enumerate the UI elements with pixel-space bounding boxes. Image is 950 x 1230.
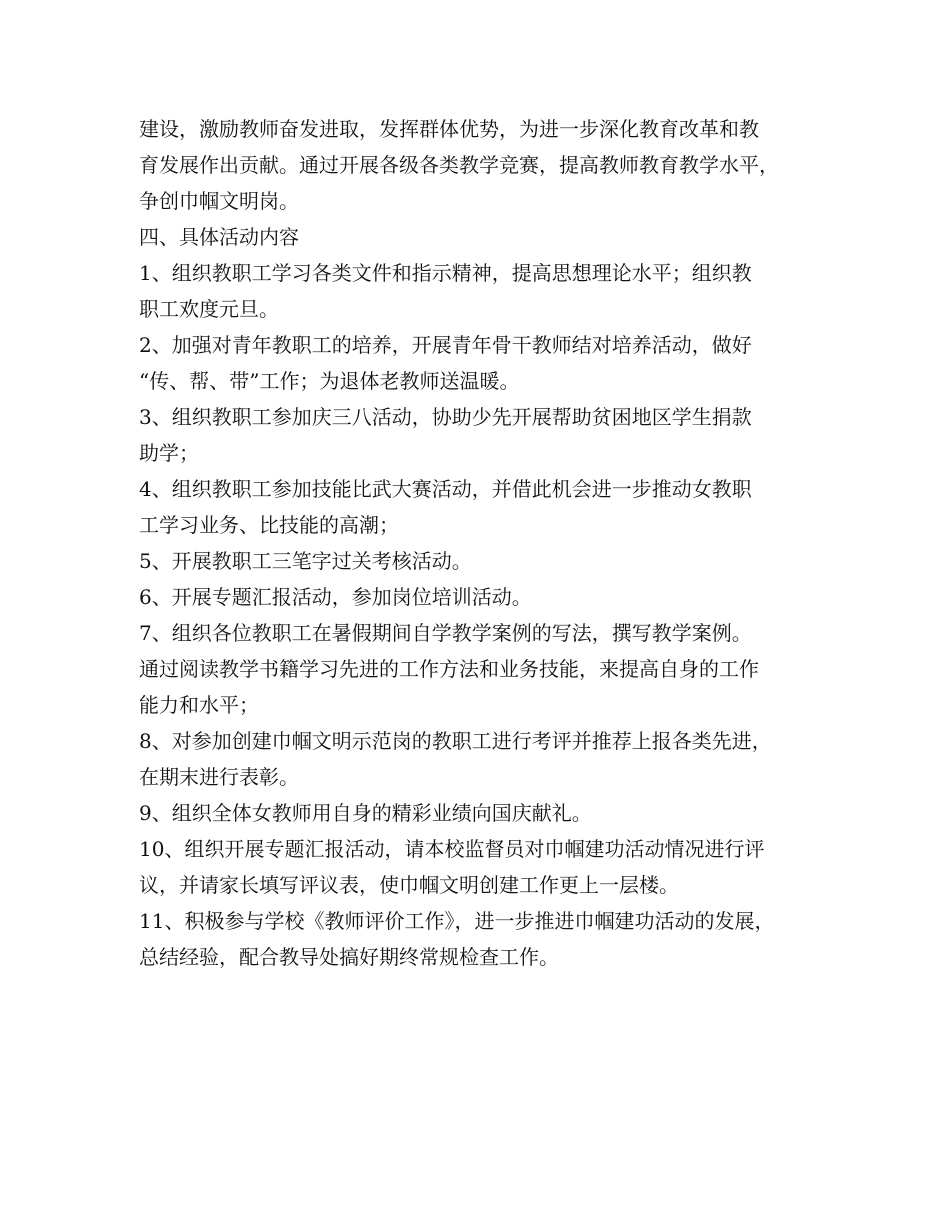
list-item-line: 6、开展专题汇报活动，参加岗位培训活动。 bbox=[139, 585, 532, 609]
list-item-line: 总结经验，配合教导处搞好期终常规检查工作。 bbox=[139, 945, 559, 969]
list-item-line: 9、组织全体女教师用自身的精彩业绩向国庆献礼。 bbox=[139, 801, 592, 825]
list-item-line: 8、对参加创建巾帼文明示范岗的教职工进行考评并推荐上报各类先进， bbox=[139, 729, 772, 753]
list-item-line: 通过阅读教学书籍学习先进的工作方法和业务技能，来提高自身的工作 bbox=[139, 657, 759, 681]
list-item-line: 职工欢度元旦。 bbox=[139, 297, 279, 321]
list-item-line: 能力和水平； bbox=[139, 693, 259, 717]
list-item-line: 1、组织教职工学习各类文件和指示精神，提高思想理论水平；组织教 bbox=[139, 261, 752, 285]
list-item-line: 7、组织各位教职工在暑假期间自学教学案例的写法，撰写教学案例。 bbox=[139, 621, 752, 645]
list-item-line: 议，并请家长填写评议表，使巾帼文明创建工作更上一层楼。 bbox=[139, 873, 679, 897]
text-line: 育发展作出贡献。通过开展各级各类教学竞赛，提高教师教育教学水平， bbox=[139, 153, 779, 177]
list-item-line: 助学； bbox=[139, 441, 199, 465]
list-item-line: “传、帮、带”工作；为退体老教师送温暖。 bbox=[139, 369, 520, 393]
list-item-line: 3、组织教职工参加庆三八活动，协助少先开展帮助贫困地区学生捐款 bbox=[139, 405, 752, 429]
list-item-line: 4、组织教职工参加技能比武大赛活动，并借此机会进一步推动女教职 bbox=[139, 477, 752, 501]
list-item-line: 工学习业务、比技能的高潮； bbox=[139, 513, 399, 537]
section-heading: 四、具体活动内容 bbox=[139, 225, 299, 249]
document-body bbox=[139, 111, 839, 975]
list-item-line: 11、积极参与学校《教师评价工作》，进一步推进巾帼建功活动的发展， bbox=[139, 909, 775, 933]
list-item-line: 10、组织开展专题汇报活动，请本校监督员对巾帼建功活动情况进行评 bbox=[139, 837, 765, 861]
list-item-line: 5、开展教职工三笔字过关考核活动。 bbox=[139, 549, 472, 573]
list-item-line: 在期末进行表彰。 bbox=[139, 765, 299, 789]
text-line: 建设，激励教师奋发进取，发挥群体优势，为进一步深化教育改革和教 bbox=[139, 117, 759, 141]
list-item-line: 2、加强对青年教职工的培养，开展青年骨干教师结对培养活动，做好 bbox=[139, 333, 752, 357]
text-line: 争创巾帼文明岗。 bbox=[139, 189, 299, 213]
